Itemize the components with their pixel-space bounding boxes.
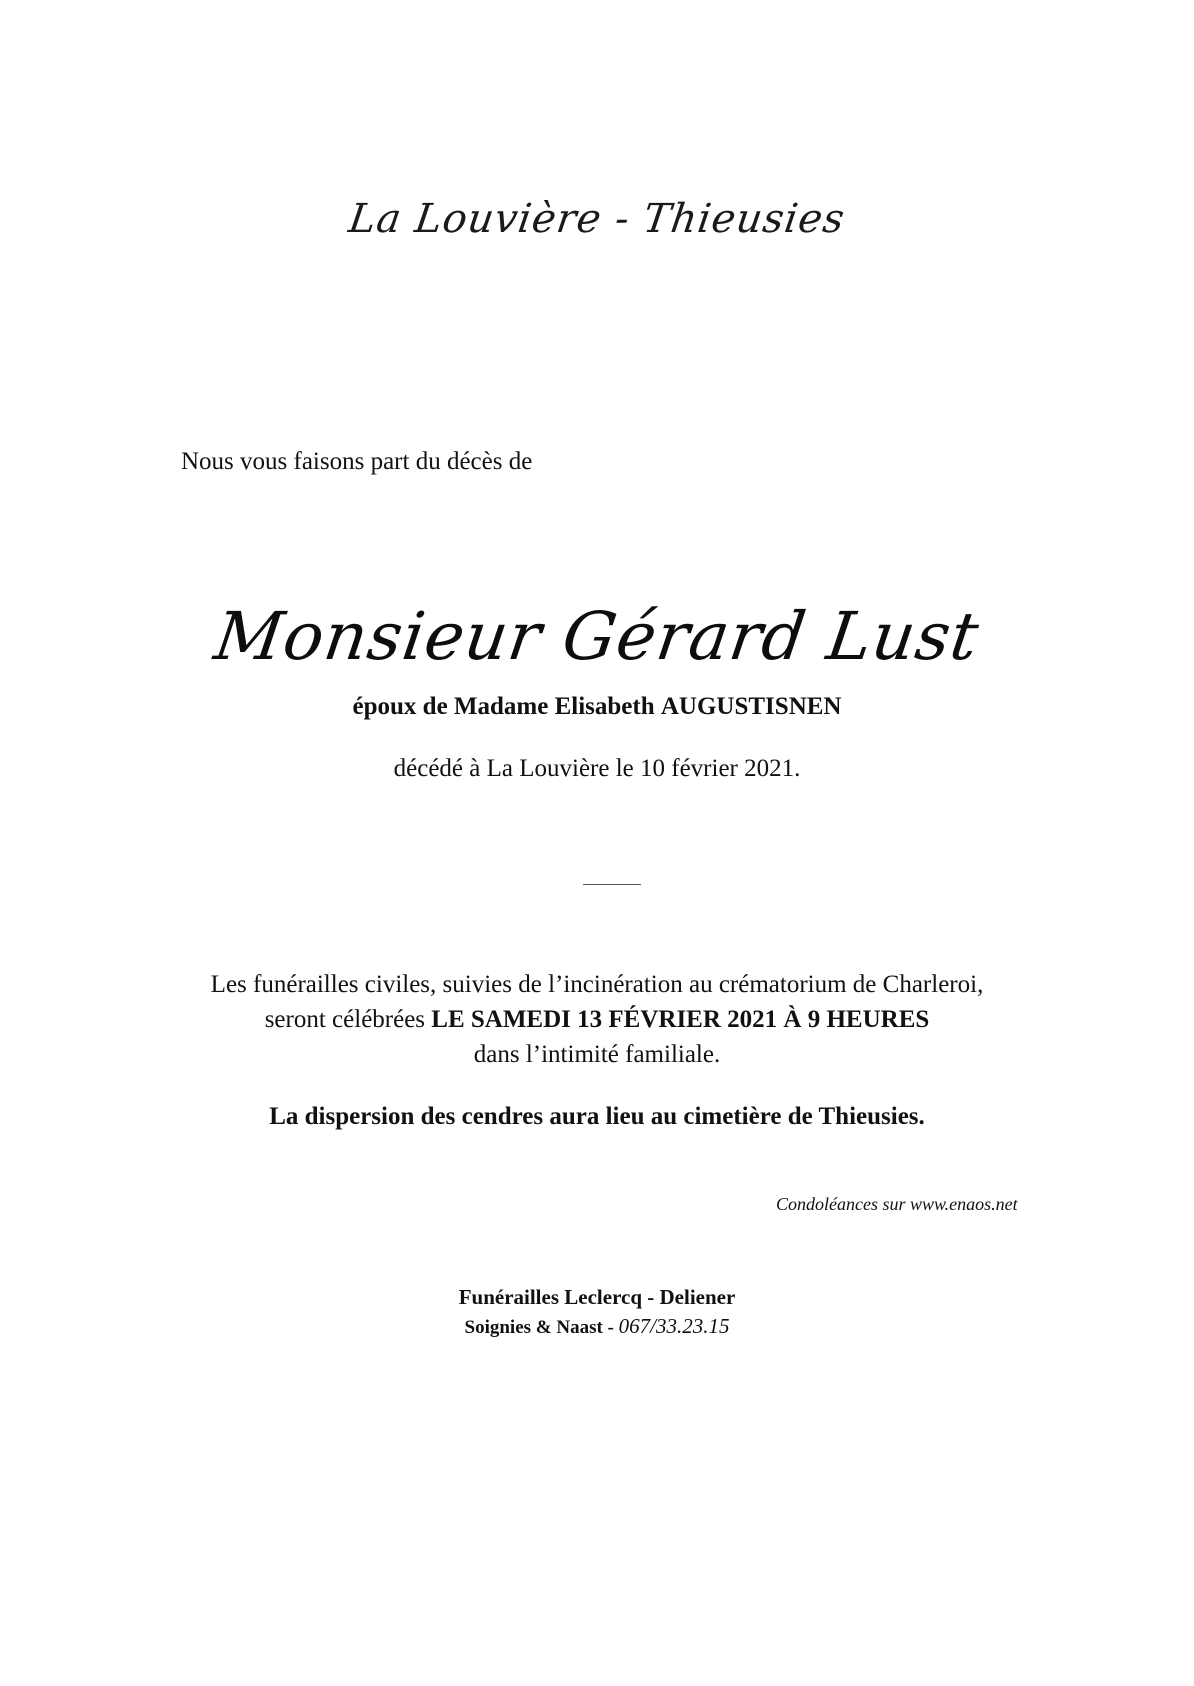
location-heading: La Louvière - Thieusies: [346, 196, 848, 242]
funeral-home-name: Funérailles Leclercq - Deliener: [458, 1285, 736, 1309]
funeral-line-3: dans l’intimité familiale.: [473, 1041, 721, 1068]
intro-text: Nous vous faisons part du décès de: [181, 448, 533, 475]
condolences-note: Condoléances sur www.enaos.net: [776, 1194, 1018, 1214]
funeral-home-contact: [0, 1314, 1194, 1339]
ash-dispersion-notice: La dispersion des cendres aura lieu au cimetière de Thieusies.: [269, 1103, 925, 1130]
funeral-date: LE SAMEDI 13 FÉVRIER 2021 À 9 HEURES: [431, 1006, 930, 1033]
funeral-line-2-prefix: seront célébrées: [264, 1006, 426, 1033]
death-notice: décédé à La Louvière le 10 février 2021.: [393, 755, 801, 782]
spouse-line: [0, 693, 1194, 721]
funeral-home-locations: Soignies & Naast -: [464, 1317, 614, 1338]
deceased-name: Monsieur Gérard Lust: [210, 598, 984, 675]
spouse-surname: AUGUSTISNEN: [660, 693, 842, 720]
funeral-line-1: Les funérailles civiles, suivies de l’incinération au crématorium de Charleroi,: [210, 971, 984, 998]
funeral-home-phone: 067/33.23.15: [618, 1314, 730, 1338]
funeral-line-2: [0, 1002, 1194, 1037]
divider-rule: [583, 884, 641, 885]
funeral-details: [0, 967, 1194, 1072]
spouse-prefix: époux de Madame Elisabeth: [352, 693, 655, 720]
